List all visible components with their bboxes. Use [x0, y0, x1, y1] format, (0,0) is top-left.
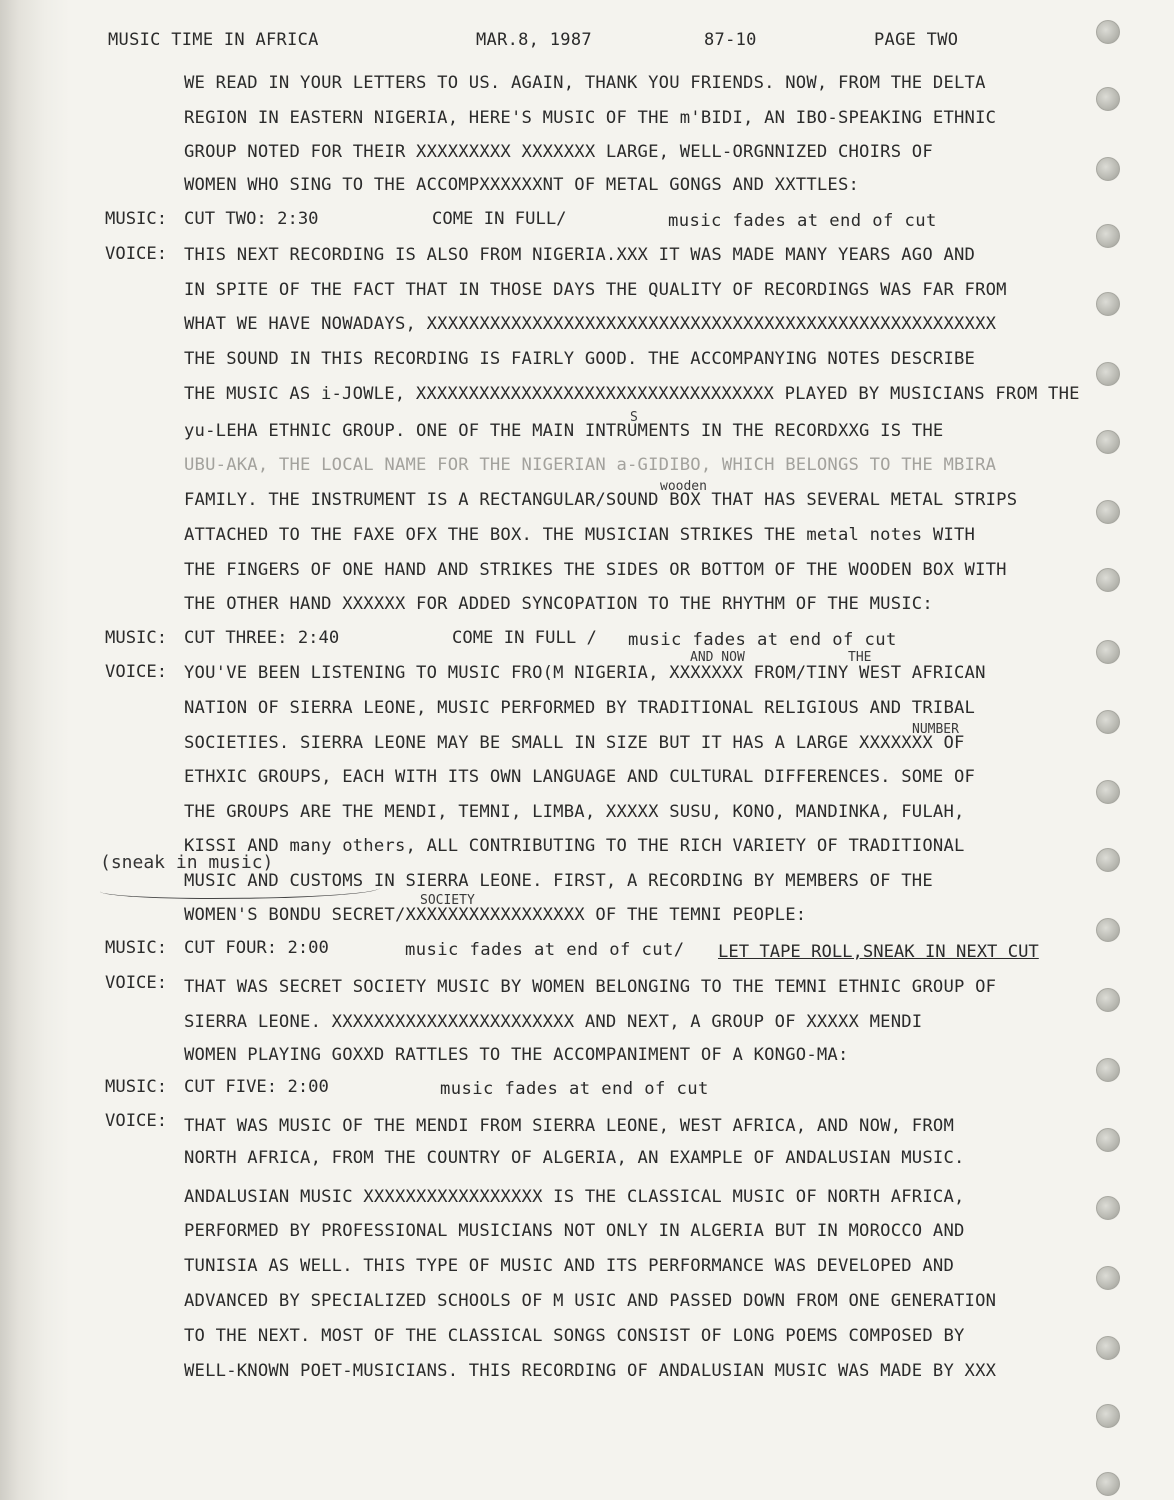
script-line: yu-LEHA ETHNIC GROUP. ONE OF THE MAIN INTRUMENTS IN THE RECORDXXG IS THE — [184, 421, 944, 441]
cue-label: MUSIC: — [105, 628, 168, 648]
handwritten-insert: S — [630, 410, 638, 425]
cue-label: MUSIC: — [105, 1077, 168, 1097]
cue-direction: COME IN FULL / — [452, 628, 597, 648]
script-line: TO THE NEXT. MOST OF THE CLASSICAL SONGS CONSIST OF LONG POEMS COMPOSED BY — [184, 1326, 965, 1346]
cut-name: CUT TWO: 2:30 — [184, 209, 319, 229]
script-line: THE SOUND IN THIS RECORDING IS FAIRLY GOOD. THE ACCOMPANYING NOTES DESCRIBE — [184, 349, 976, 369]
voice-label: VOICE: — [105, 1111, 168, 1131]
script-line: ETHXIC GROUPS, EACH WITH ITS OWN LANGUAGE AND CULTURAL DIFFERENCES. SOME OF — [184, 767, 976, 787]
script-line: NATION OF SIERRA LEONE, MUSIC PERFORMED BY TRADITIONAL RELIGIOUS AND TRIBAL — [184, 698, 976, 718]
script-line: ADVANCED BY SPECIALIZED SCHOOLS OF M USIC AND PASSED DOWN FROM ONE GENERATION — [184, 1291, 997, 1311]
handwritten-insert: SOCIETY — [420, 893, 475, 908]
voice-label: VOICE: — [105, 244, 168, 264]
voice-label: VOICE: — [105, 973, 168, 993]
fade-note: music fades at end of cut — [628, 630, 897, 650]
cue-label: MUSIC: — [105, 938, 168, 958]
cut-name: CUT THREE: 2:40 — [184, 628, 340, 648]
handwritten-insert: wooden — [660, 479, 707, 494]
script-line: THAT WAS MUSIC OF THE MENDI FROM SIERRA LEONE, WEST AFRICA, AND NOW, FROM — [184, 1116, 954, 1136]
script-line: SIERRA LEONE. XXXXXXXXXXXXXXXXXXXXXXX AND NEXT, A GROUP OF XXXXX MENDI — [184, 1012, 923, 1032]
cue-direction: COME IN FULL/ — [432, 209, 567, 229]
script-line: WHAT WE HAVE NOWADAYS, XXXXXXXXXXXXXXXXXXXXXXXXXXXXXXXXXXXXXXXXXXXXXXXXXXXXXX — [184, 314, 997, 334]
script-line: THE FINGERS OF ONE HAND AND STRIKES THE SIDES OR BOTTOM OF THE WOODEN BOX WITH — [184, 560, 1007, 580]
script-line: THIS NEXT RECORDING IS ALSO FROM NIGERIA.XXX IT WAS MADE MANY YEARS AGO AND — [184, 245, 976, 265]
script-line: WOMEN WHO SING TO THE ACCOMPXXXXXXNT OF METAL GONGS AND XXTTLES: — [184, 175, 860, 195]
script-line: KISSI AND many others, ALL CONTRIBUTING TO THE RICH VARIETY OF TRADITIONAL — [184, 836, 965, 856]
page-number: PAGE TWO — [874, 30, 959, 50]
script-line: GROUP NOTED FOR THEIR XXXXXXXXX XXXXXXX LARGE, WELL-ORGNNIZED CHOIRS OF — [184, 142, 933, 162]
program-number: 87-10 — [704, 30, 757, 50]
script-line: UBU-AKA, THE LOCAL NAME FOR THE NIGERIAN a-GIDIBO, WHICH BELONGS TO THE MBIRA — [184, 455, 997, 475]
cut-name: CUT FIVE: 2:00 — [184, 1077, 329, 1097]
script-line: REGION IN EASTERN NIGERIA, HERE'S MUSIC OF THE m'BIDI, AN IBO-SPEAKING ETHNIC — [184, 108, 997, 128]
page-header — [108, 30, 1008, 56]
program-title: MUSIC TIME IN AFRICA — [108, 30, 319, 50]
script-line: YOU'VE BEEN LISTENING TO MUSIC FRO(M NIGERIA, XXXXXXX FROM/TINY WEST AFRICAN — [184, 663, 986, 683]
script-line: SOCIETIES. SIERRA LEONE MAY BE SMALL IN SIZE BUT IT HAS A LARGE XXXXXXX OF — [184, 733, 965, 753]
handwritten-insert: THE — [848, 650, 872, 665]
script-line: ANDALUSIAN MUSIC XXXXXXXXXXXXXXXXX IS THE CLASSICAL MUSIC OF NORTH AFRICA, — [184, 1187, 965, 1207]
handwritten-note: (sneak in music) — [100, 852, 274, 873]
script-line: TUNISIA AS WELL. THIS TYPE OF MUSIC AND ITS PERFORMANCE WAS DEVELOPED AND — [184, 1256, 954, 1276]
script-line: THAT WAS SECRET SOCIETY MUSIC BY WOMEN BELONGING TO THE TEMNI ETHNIC GROUP OF — [184, 977, 997, 997]
cue-label: MUSIC: — [105, 209, 168, 229]
script-line: THE GROUPS ARE THE MENDI, TEMNI, LIMBA, XXXXX SUSU, KONO, MANDINKA, FULAH, — [184, 802, 965, 822]
script-line: MUSIC AND CUSTOMS IN SIERRA LEONE. FIRST, A RECORDING BY MEMBERS OF THE — [184, 871, 933, 891]
fade-note: music fades at end of cut — [668, 211, 937, 231]
fade-note: music fades at end of cut — [440, 1079, 709, 1099]
production-note: LET TAPE ROLL,SNEAK IN NEXT CUT — [718, 942, 1039, 962]
script-line: THE MUSIC AS i-JOWLE, XXXXXXXXXXXXXXXXXXXXXXXXXXXXXXXXXX PLAYED BY MUSICIANS FROM THE — [184, 384, 1080, 404]
script-line: FAMILY. THE INSTRUMENT IS A RECTANGULAR/SOUND BOX THAT HAS SEVERAL METAL STRIPS — [184, 490, 1018, 510]
cut-name: CUT FOUR: 2:00 — [184, 938, 329, 958]
handwritten-insert: NUMBER — [912, 722, 959, 737]
script-line: WE READ IN YOUR LETTERS TO US. AGAIN, THANK YOU FRIENDS. NOW, FROM THE DELTA — [184, 73, 986, 93]
voice-label: VOICE: — [105, 662, 168, 682]
fade-note: music fades at end of cut/ — [405, 940, 685, 960]
script-line: PERFORMED BY PROFESSIONAL MUSICIANS NOT ONLY IN ALGERIA BUT IN MOROCCO AND — [184, 1221, 965, 1241]
script-line: NORTH AFRICA, FROM THE COUNTRY OF ALGERIA, AN EXAMPLE OF ANDALUSIAN MUSIC. — [184, 1148, 965, 1168]
script-line: ATTACHED TO THE FAXE OFX THE BOX. THE MUSICIAN STRIKES THE metal notes WITH — [184, 525, 976, 545]
script-line: WOMEN'S BONDU SECRET/XXXXXXXXXXXXXXXXX OF THE TEMNI PEOPLE: — [184, 905, 807, 925]
script-line: WELL-KNOWN POET-MUSICIANS. THIS RECORDING OF ANDALUSIAN MUSIC WAS MADE BY XXX — [184, 1361, 997, 1381]
script-line: IN SPITE OF THE FACT THAT IN THOSE DAYS THE QUALITY OF RECORDINGS WAS FAR FROM — [184, 280, 1007, 300]
script-line: THE OTHER HAND XXXXXX FOR ADDED SYNCOPATION TO THE RHYTHM OF THE MUSIC: — [184, 594, 933, 614]
script-line: WOMEN PLAYING GOXXD RATTLES TO THE ACCOMPANIMENT OF A KONGO-MA: — [184, 1045, 849, 1065]
broadcast-date: MAR.8, 1987 — [476, 30, 592, 50]
handwritten-insert: AND NOW — [690, 650, 745, 665]
